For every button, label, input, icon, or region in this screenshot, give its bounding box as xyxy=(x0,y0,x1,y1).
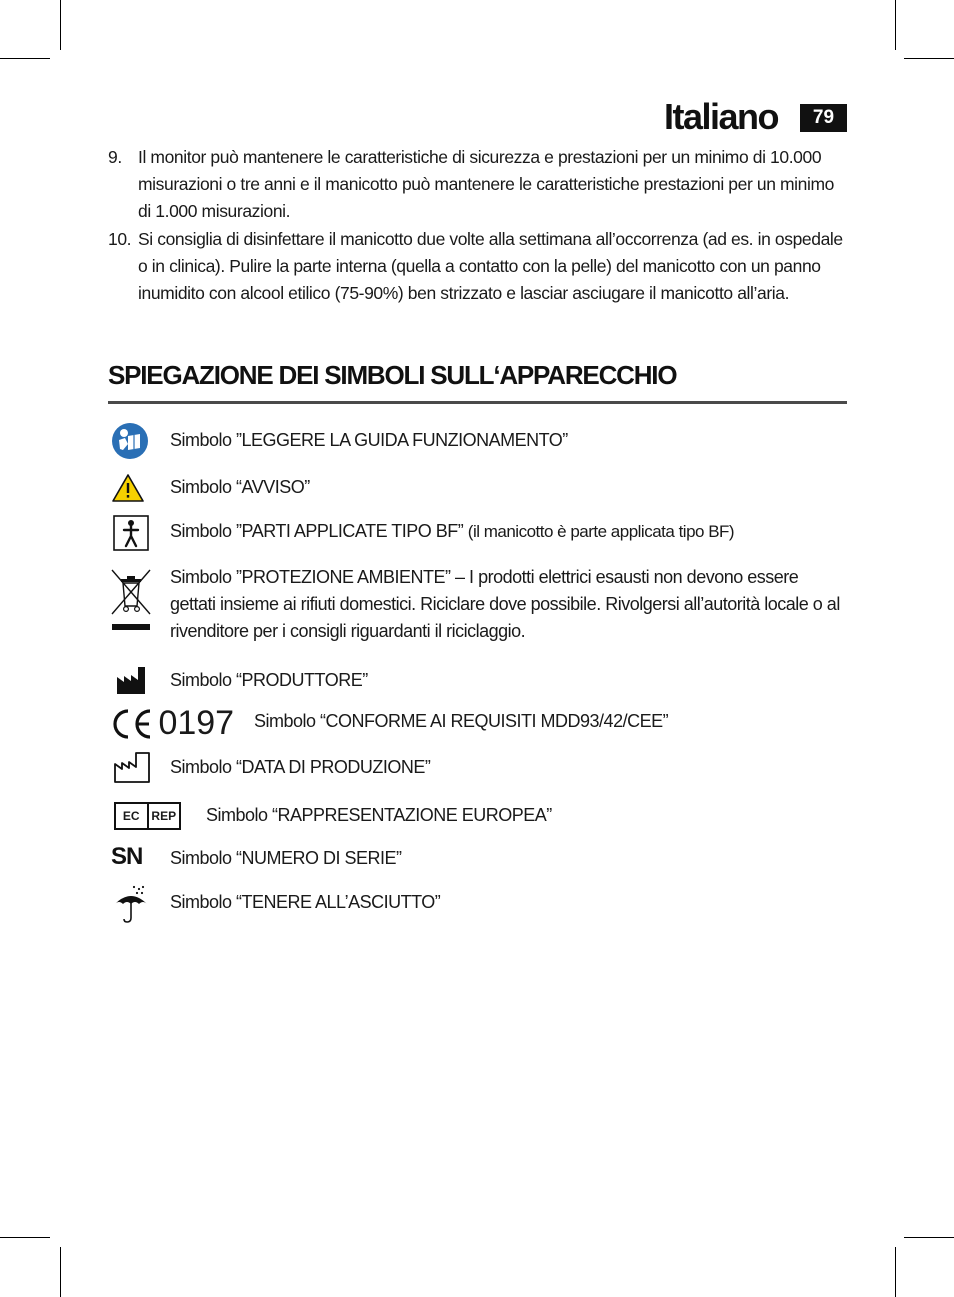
ce-logo-icon xyxy=(108,705,154,743)
manufacturer-icon xyxy=(116,665,146,695)
symbol-label xyxy=(170,518,734,545)
rep-label: REP xyxy=(151,809,177,823)
ec-label: EC xyxy=(116,804,149,828)
symbol-label: Simbolo ”PROTEZIONE AMBIENTE” – I prodotti elettrici esausti non devono essere gettati insieme ai rifiuti domestici. Riciclare dove possibile. Rivolgersi all’autorità locale o al rivenditore per i consigli riguardanti il riciclaggio. xyxy=(170,567,840,641)
crop-mark xyxy=(904,58,954,59)
symbol-label: Simbolo “TENERE ALL’ASCIUTTO” xyxy=(170,892,441,912)
read-manual-icon xyxy=(111,422,149,460)
ce-notified-body-number: 0197 xyxy=(158,704,235,742)
list-item-number: 10. xyxy=(108,229,132,249)
section-divider xyxy=(108,401,847,404)
list-item xyxy=(108,226,848,307)
manufacture-date-icon xyxy=(113,750,151,784)
serial-number-icon: SN xyxy=(111,843,143,870)
list-item-number: 9. xyxy=(108,147,122,167)
crop-mark xyxy=(0,58,50,59)
bf-applied-part-icon xyxy=(113,515,149,551)
symbol-label: Simbolo “DATA DI PRODUZIONE” xyxy=(170,757,431,777)
symbol-label: Simbolo ”LEGGERE LA GUIDA FUNZIONAMENTO” xyxy=(170,430,568,450)
crop-mark xyxy=(895,1247,896,1297)
list-item-text: Si consiglia di disinfettare il manicotto due volte alla settimana all’occorrenza (ad es. in ospedale o in clinica). Pulire la parte interna (quella a contatto con la pelle) del manicotto con un panno inumidito con alcool etilico (75-90%) ben strizzato e lasciar asciugare il manicotto all’aria. xyxy=(138,229,843,303)
crop-mark xyxy=(904,1237,954,1238)
symbol-label: Simbolo “PRODUTTORE” xyxy=(170,670,368,690)
page-number: 79 xyxy=(800,104,847,132)
keep-dry-icon xyxy=(112,884,150,924)
crop-mark xyxy=(895,0,896,50)
list-item-text: Il monitor può mantenere le caratteristiche di sicurezza e prestazioni per un minimo di 10.000 misurazioni o tre anni e il manicotto può mantenere le caratteristiche prestazioni per un minimo di 1.000 misurazioni. xyxy=(138,147,834,221)
section-title: SPIEGAZIONE DEI SIMBOLI SULL‘APPARECCHIO xyxy=(108,360,677,390)
crop-mark xyxy=(0,1237,50,1238)
symbol-label-main: Simbolo ”PARTI APPLICATE TIPO BF” xyxy=(170,521,464,541)
symbol-label: Simbolo “NUMERO DI SERIE” xyxy=(170,848,402,868)
page-language-title: Italiano xyxy=(663,96,778,137)
ce-mark-icon xyxy=(108,704,234,743)
symbol-label: Simbolo “CONFORME AI REQUISITI MDD93/42/CEE” xyxy=(254,711,669,731)
crop-mark xyxy=(60,1247,61,1297)
list-item xyxy=(108,144,848,225)
crop-mark xyxy=(60,0,61,50)
weee-bin-icon xyxy=(110,568,152,634)
symbol-label: Simbolo “RAPPRESENTAZIONE EUROPEA” xyxy=(206,805,552,825)
ec-rep-icon xyxy=(114,802,181,830)
warning-icon xyxy=(111,473,145,503)
symbol-label: Simbolo “AVVISO” xyxy=(170,477,310,497)
symbol-label-note: (il manicotto è parte applicata tipo BF) xyxy=(467,522,735,541)
